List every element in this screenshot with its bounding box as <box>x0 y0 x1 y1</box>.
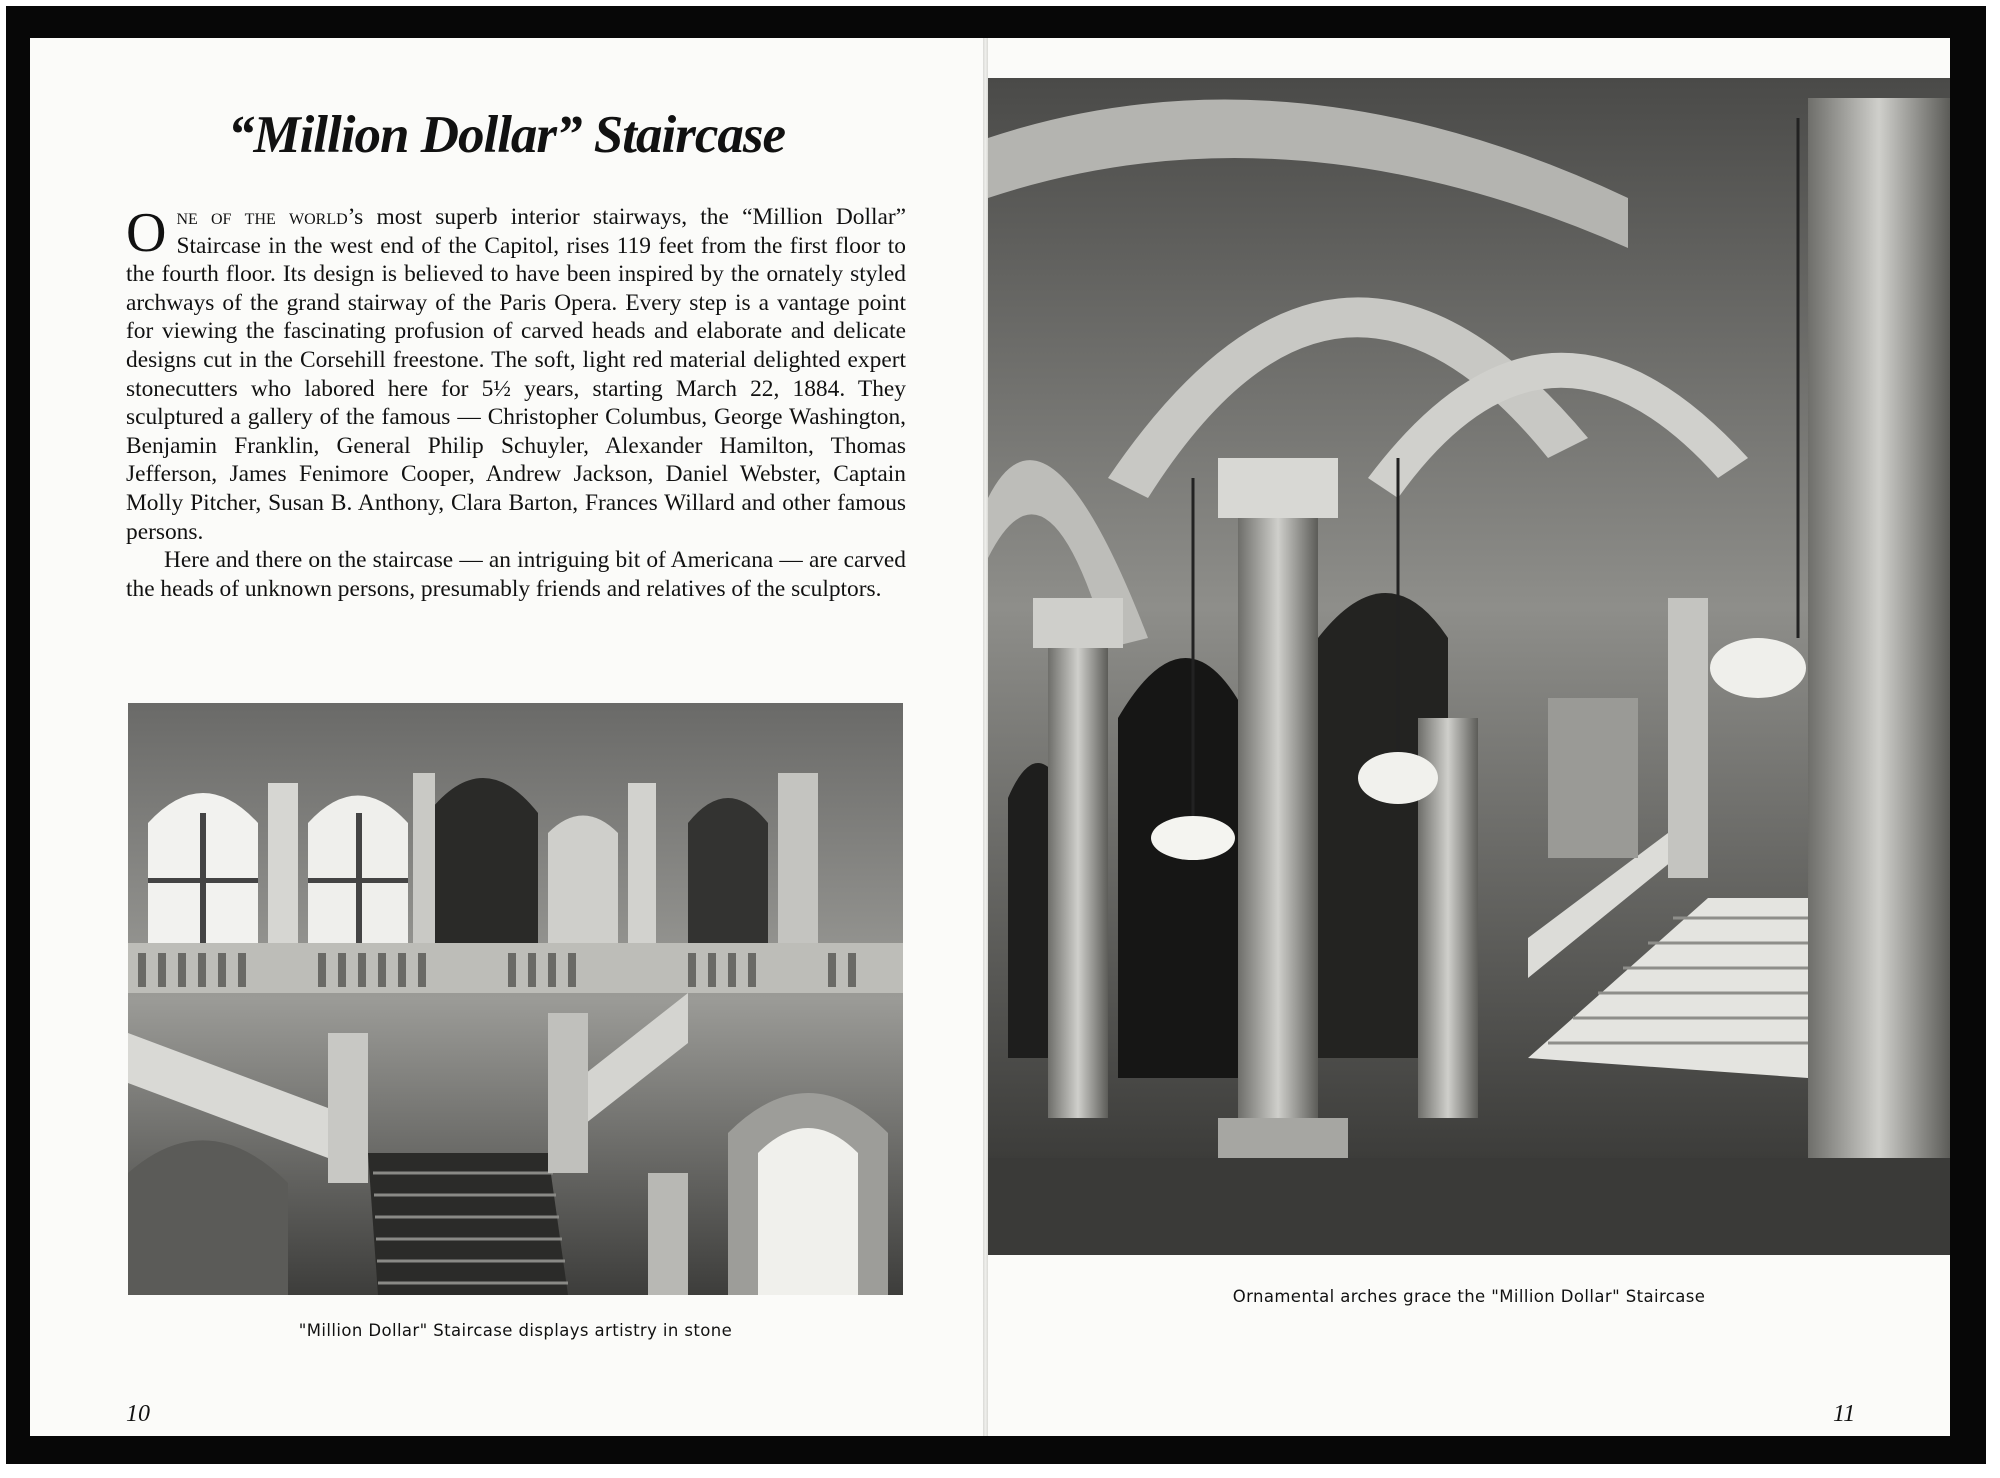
paragraph-1-text: ’s most superb interior stairways, the “Million Dollar” Staircase in the west end of the Capitol, rises 119 feet from the first floor to the fourth floor. Its design is believed to have been inspired by the ornately styled archways of the grand stairway of the Paris Opera. Every step is a vantage point for viewing the fascinating profusion of carved heads and elaborate and delicate designs cut in the Corsehill freestone. The soft, light red material delighted expert stonecutters who labored here for 5½ years, starting March 22, 1884. They sculptured a gallery of the famous — Christopher Columbus, George Washington, Benjamin Franklin, General Philip Schuyler, Alexander Hamilton, Thomas Jefferson, James Fenimore Cooper, Andrew Jackson, Daniel Webster, Captain Molly Pitcher, Susan B. Anthony, Clara Barton, Frances Willard and other famous persons. <box>126 204 906 545</box>
paragraph-2: Here and there on the staircase — an intriguing bit of Americana — are carved the heads of unknown persons, presumably friends and relatives of the sculptors. <box>126 547 906 602</box>
arches-photo <box>988 78 1950 1255</box>
right-page <box>988 38 1950 1436</box>
left-photo-caption: "Million Dollar" Staircase displays artistry in stone <box>298 1321 733 1340</box>
left-page <box>30 38 983 1436</box>
paragraph-1 <box>126 203 906 546</box>
arches-photo-image <box>988 78 1950 1255</box>
staircase-photo-image <box>128 703 903 1295</box>
staircase-photo <box>128 703 903 1295</box>
right-photo-caption: Ornamental arches grace the "Million Dollar" Staircase <box>1232 1287 1706 1306</box>
article-body <box>126 203 906 603</box>
page-number-left: 10 <box>126 1401 150 1427</box>
page-number-right: 11 <box>1833 1401 1856 1427</box>
page-title: “Million Dollar” Staircase <box>227 106 786 164</box>
drop-cap: O <box>126 202 167 264</box>
lead-small-caps: ne of the world <box>176 204 348 230</box>
